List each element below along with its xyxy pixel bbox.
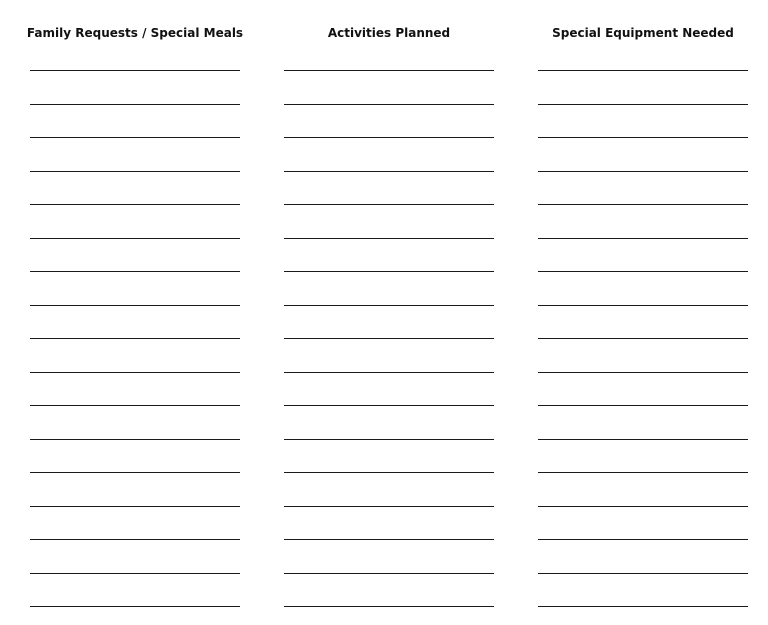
writing-line (30, 238, 240, 239)
writing-line (538, 405, 748, 406)
column-family-requests (26, 0, 244, 625)
writing-line (30, 372, 240, 373)
writing-line (30, 305, 240, 306)
writing-line (538, 539, 748, 540)
column-title-activities-planned: Activities Planned (327, 26, 451, 40)
writing-line (538, 372, 748, 373)
writing-line (284, 204, 494, 205)
writing-line (538, 506, 748, 507)
writing-line (284, 137, 494, 138)
writing-line (30, 472, 240, 473)
writing-line (30, 439, 240, 440)
writing-line (284, 271, 494, 272)
writing-line (30, 539, 240, 540)
column-title-special-equipment: Special Equipment Needed (552, 26, 734, 40)
writing-line (30, 70, 240, 71)
writing-line (284, 372, 494, 373)
writing-line (284, 104, 494, 105)
writing-line (538, 70, 748, 71)
writing-line (30, 204, 240, 205)
writing-line (284, 472, 494, 473)
writing-line (284, 171, 494, 172)
writing-line (30, 171, 240, 172)
writing-line (538, 573, 748, 574)
writing-line (30, 104, 240, 105)
writing-line (538, 439, 748, 440)
writing-line (538, 338, 748, 339)
writing-line (538, 271, 748, 272)
writing-line (30, 606, 240, 607)
writing-line (538, 472, 748, 473)
writing-line (538, 104, 748, 105)
writing-line (284, 305, 494, 306)
writing-line (284, 405, 494, 406)
writing-line (284, 238, 494, 239)
writing-line (538, 606, 748, 607)
writing-line (538, 305, 748, 306)
writing-line (538, 204, 748, 205)
writing-line (284, 573, 494, 574)
writing-line (538, 137, 748, 138)
writing-line (30, 573, 240, 574)
column-activities-planned (284, 0, 494, 625)
writing-line (284, 439, 494, 440)
writing-line (30, 338, 240, 339)
writing-line (30, 506, 240, 507)
column-title-family-requests: Family Requests / Special Meals (26, 26, 244, 40)
writing-line (284, 539, 494, 540)
writing-line (284, 506, 494, 507)
writing-line (284, 338, 494, 339)
writing-line (30, 405, 240, 406)
writing-line (538, 171, 748, 172)
writing-line (30, 137, 240, 138)
writing-line (538, 238, 748, 239)
writing-line (284, 70, 494, 71)
column-special-equipment (538, 0, 748, 625)
writing-line (30, 271, 240, 272)
writing-line (284, 606, 494, 607)
